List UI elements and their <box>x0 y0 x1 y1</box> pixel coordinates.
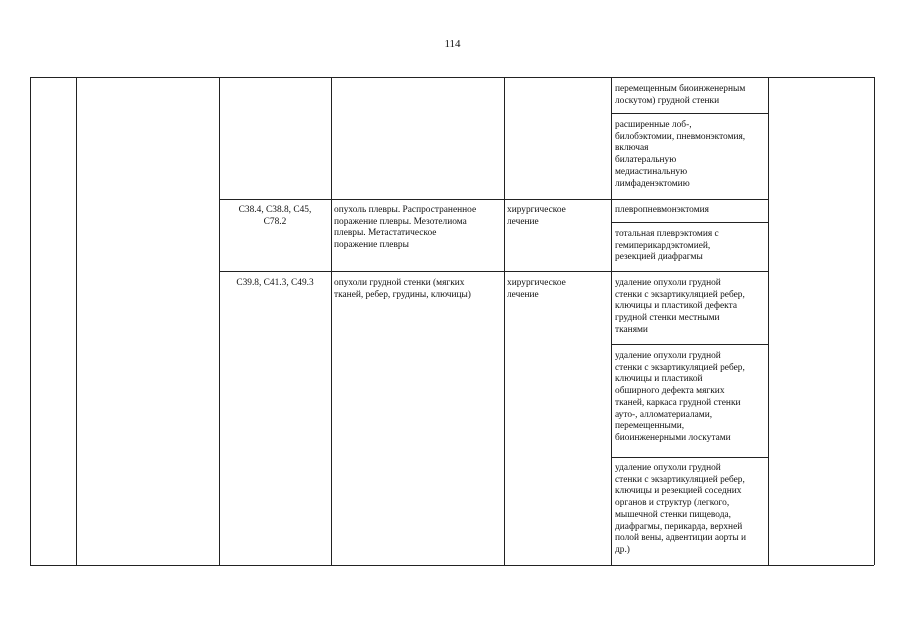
method-cell: удаление опухоли грудной стенки с экзартикуляцией ребер, ключицы и пластикой дефекта грудной стенки местными тканями <box>615 278 745 335</box>
table-border-top <box>30 77 874 78</box>
diagnosis-codes-cell: С38.4, С38.8, С45, С78.2 <box>238 205 312 227</box>
table-column-divider <box>504 77 505 565</box>
treatment-cell: хирургическое лечение <box>507 278 566 300</box>
diagnosis-cell: опухоли грудной стенки (мягких тканей, ребер, грудины, ключицы) <box>334 278 471 300</box>
table-column-divider <box>768 77 769 565</box>
table-border-right <box>874 77 875 565</box>
treatment-cell: хирургическое лечение <box>507 205 566 227</box>
table-border-left <box>30 77 31 565</box>
method-divider <box>611 222 768 223</box>
method-cell: тотальная плеврэктомия с гемиперикардэктомией, резекцией диафрагмы <box>615 229 719 263</box>
block-divider <box>219 199 768 200</box>
method-cell: удаление опухоли грудной стенки с экзартикуляцией ребер, ключицы и резекцией соседних органов и структур (легкого, мышечной стенки пищевода, диафрагмы, перикарда, верхней полой вены, адвентиции аорты и др.) <box>615 463 747 555</box>
block-divider <box>219 271 768 272</box>
page-number: 114 <box>444 38 461 50</box>
table-border-bottom <box>30 565 874 566</box>
table-column-divider <box>219 77 220 565</box>
table-column-divider <box>331 77 332 565</box>
method-cell: плевропневмонэктомия <box>615 205 709 215</box>
diagnosis-codes-cell: С39.8, С41.3, С49.3 <box>236 278 314 288</box>
table-column-divider <box>76 77 77 565</box>
method-divider <box>611 344 768 345</box>
diagnosis-cell: опухоль плевры. Распространенное поражение плевры. Мезотелиома плевры. Метастатическое поражение плевры <box>334 205 477 251</box>
method-divider <box>611 113 768 114</box>
table-column-divider <box>611 77 612 565</box>
method-cell: перемещенным биоинженерным лоскутом) грудной стенки <box>615 84 746 106</box>
method-cell: расширенные лоб-, билобэктомии, пневмонэктомия, включая билатеральную медиастинальную лимфаденэктомию <box>615 120 746 189</box>
method-divider <box>611 457 768 458</box>
method-cell: удаление опухоли грудной стенки с экзартикуляцией ребер, ключицы и пластикой обширного дефекта мягких тканей, каркаса грудной стенки ауто-, алломатериалами, перемещенными, биоинженерными лоскутами <box>615 351 745 443</box>
